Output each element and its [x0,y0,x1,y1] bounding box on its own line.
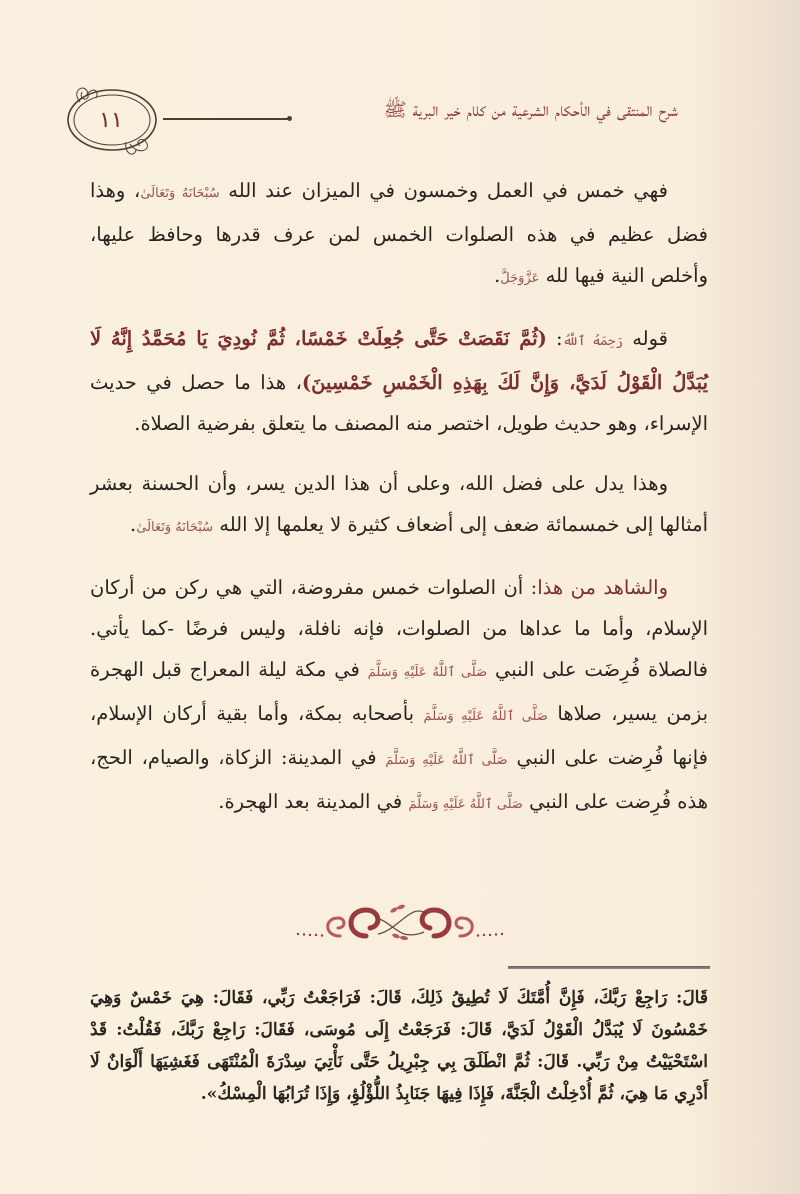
text-segment: فهي خمس في العمل وخمسون في الميزان عند الله [219,179,668,202]
paragraph-1 [90,170,708,299]
text-segment: في المدينة: الزكاة، والصيام، الحج، هذه فُرِضت على النبي [90,746,708,813]
page-header [60,80,740,160]
paragraph-3 [90,463,708,548]
text-segment: : [546,327,563,350]
text-segment: . [130,513,137,536]
page-number: ١١ [99,107,123,133]
floral-divider-icon [280,896,520,940]
paragraph-2 [90,318,708,444]
honorific-azza-wajal: عَزَّوَجَلَّ [500,271,540,286]
honorific-subhanahu: سُبْحَانَهُ وَتَعَالَىٰ [140,186,220,201]
honorific-salawat: صَلَّى ٱللَّهُ عَلَيْهِ وَسَلَّمَ [408,797,523,812]
text-segment: وهذا يدل على فضل الله، وعلى أن هذا الدين يسر، وأن الحسنة بعشر أمثالها إلى خمسمائة ضعف إلى أضعاف كثيرة لا يعلمها إلا الله [90,472,708,536]
text-segment: قوله [623,327,668,350]
text-segment: أن الصلوات خمس مفروضة، التي هي ركن من أركان الإسلام، وأما ما عداها من الصلوات، فإنه نافلة، وليس فرضًا -كما يأتي. فالصلاة فُرِضَت على النبي [90,576,708,681]
hadith-quote: (ثُمَّ نَقَصَتْ حَتَّى جُعِلَتْ خَمْسًا، ثُمَّ نُودِيَ يَا مُحَمَّدُ إِنَّهُ لَا يُبَدَّلُ الْقَوْلُ لَدَيَّ، وَإِنَّ لَكَ بِهَذِهِ الْخَمْسِ خَمْسِينَ) [90,327,708,394]
footnote-separator [508,966,710,969]
text-segment: في المدينة بعد الهجرة. [218,790,409,813]
text-segment: بأصحابه بمكة، وأما بقية أركان الإسلام، فإنها فُرِضت على النبي [90,702,708,769]
honorific-rahimahullah: رَحِمَهُ ٱللَّهُ [562,334,624,349]
main-text [90,170,708,844]
text-segment: في مكة ليلة المعراج قبل الهجرة بزمن يسير، صلاها [90,658,708,725]
header-rule-dot [287,116,292,121]
honorific-salawat: صَلَّى ٱللَّهُ عَلَيْهِ وَسَلَّمَ [423,709,548,724]
header-rule [163,118,288,120]
footnotes [90,982,708,1110]
text-segment: ، هذا ما حصل في حديث الإسراء، وهو حديث طويل، اختصر منه المصنف ما يتعلق بفرضية الصلاة. [90,371,708,435]
section-lead: والشاهد من هذا: [523,576,668,599]
text-segment: ، وهذا فضل عظيم في هذه الصلوات الخمس لمن عرف قدرها وحافظ عليها، وأخلص النية فيها لله [90,179,708,287]
honorific-salawat: صَلَّى ٱللَّهُ عَلَيْهِ وَسَلَّمَ [385,753,508,768]
honorific-subhanahu: سُبْحَانَهُ وَتَعَالَىٰ [136,520,214,535]
footnote-text: قَالَ: رَاجِعْ رَبَّكَ، فَإِنَّ أُمَّتَكَ لَا تُطِيقُ ذَلِكَ، قَالَ: فَرَاجَعْتُ رَبِّي، فَقَالَ: هِيَ خَمْسٌ وَهِيَ خَمْسُونَ لَا يُبَدَّلُ الْقَوْلُ لَدَيَّ، قَالَ: فَرَجَعْتُ إِلَى مُوسَى، فَقَالَ: رَاجِعْ رَبَّكَ، فَقُلْتُ: قَدْ اسْتَحْيَيْتُ مِنْ رَبِّي. قَالَ: ثُمَّ انْطَلَقَ بِي جِبْرِيلُ حَتَّى نَأْتِيَ سِدْرَةَ الْمُنْتَهَى فَغَشِيَهَا أَلْوَانٌ لَا أَدْرِي مَا هِيَ، ثُمَّ أُدْخِلْتُ الْجَنَّةَ، فَإِذَا فِيهَا جَنَابِذُ اللُّؤْلُؤِ، وَإِذَا تُرَابُهَا الْمِسْكُ». [90,988,708,1104]
paragraph-4 [90,567,708,825]
running-title: شرح المنتقى في الأحكام الشرعية من كلام خير البرية ﷺ [383,99,678,121]
text-segment: . [494,264,501,287]
honorific-salawat: صَلَّى ٱللَّهُ عَلَيْهِ وَسَلَّمَ [367,665,488,680]
